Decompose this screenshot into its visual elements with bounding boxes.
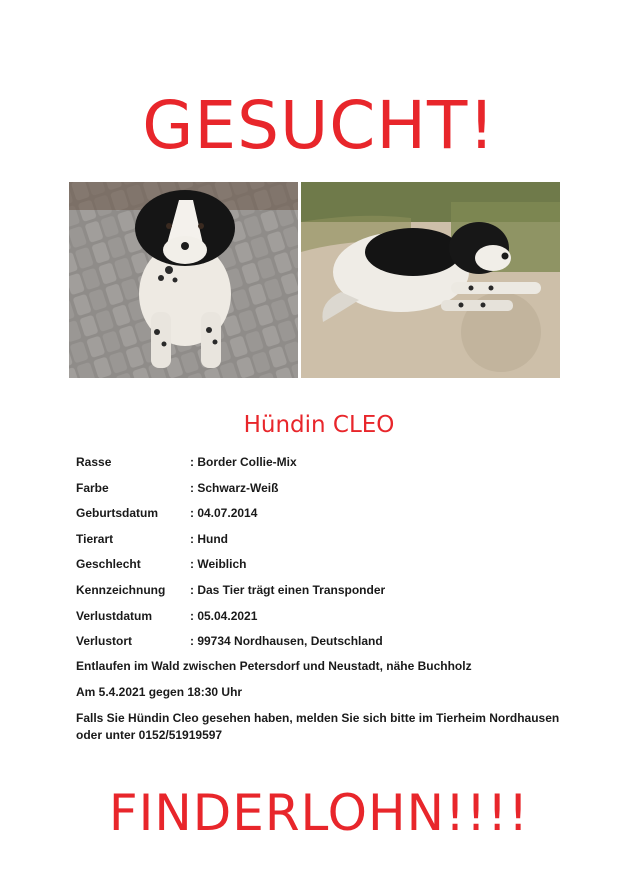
dog-photo-sitting (69, 182, 298, 378)
detail-label: Tierart (76, 531, 114, 546)
detail-value: : 04.07.2014 (190, 506, 258, 521)
detail-value: : Weiblich (190, 557, 247, 572)
detail-row-breed (76, 450, 556, 476)
detail-row-color (76, 476, 556, 502)
detail-label: Kennzeichnung (76, 582, 166, 597)
detail-row-loss-location (76, 629, 556, 655)
detail-label: Verlustort (76, 634, 133, 649)
detail-value: : Hund (190, 531, 228, 546)
detail-value: : Border Collie-Mix (190, 455, 297, 469)
dog-name-heading: Hündin CLEO (243, 412, 395, 438)
detail-label: Farbe (76, 480, 109, 495)
detail-value: : Schwarz-Weiß (190, 480, 279, 495)
poster-headline: GESUCHT! (142, 87, 496, 164)
detail-value: : 99734 Nordhausen, Deutschland (190, 634, 383, 649)
detail-row-identification (76, 578, 556, 604)
detail-row-loss-date (76, 604, 556, 630)
detail-label: Verlustdatum (76, 608, 153, 623)
detail-row-species (76, 527, 556, 553)
dog-details-table (76, 450, 556, 655)
detail-label: Geschlecht (76, 557, 141, 572)
contact-text: Falls Sie Hündin Cleo gesehen haben, melden Sie sich bitte im Tierheim Nordhausen oder unter 0152/51919597 (76, 711, 560, 742)
escape-time-text: Am 5.4.2021 gegen 18:30 Uhr (76, 685, 243, 699)
dog-lying-image (301, 182, 560, 378)
detail-row-sex (76, 552, 556, 578)
detail-value: : Das Tier trägt einen Transponder (190, 582, 386, 597)
detail-row-birthdate (76, 501, 556, 527)
dog-photo-lying (301, 182, 560, 378)
reward-headline: FINDERLOHN!!!! (108, 784, 530, 842)
detail-label: Rasse (76, 455, 112, 469)
dog-sitting-image (69, 182, 298, 378)
escape-location-text: Entlaufen im Wald zwischen Petersdorf und Neustadt, nähe Buchholz (76, 659, 472, 673)
detail-label: Geburtsdatum (76, 506, 159, 521)
detail-value: : 05.04.2021 (190, 608, 258, 623)
